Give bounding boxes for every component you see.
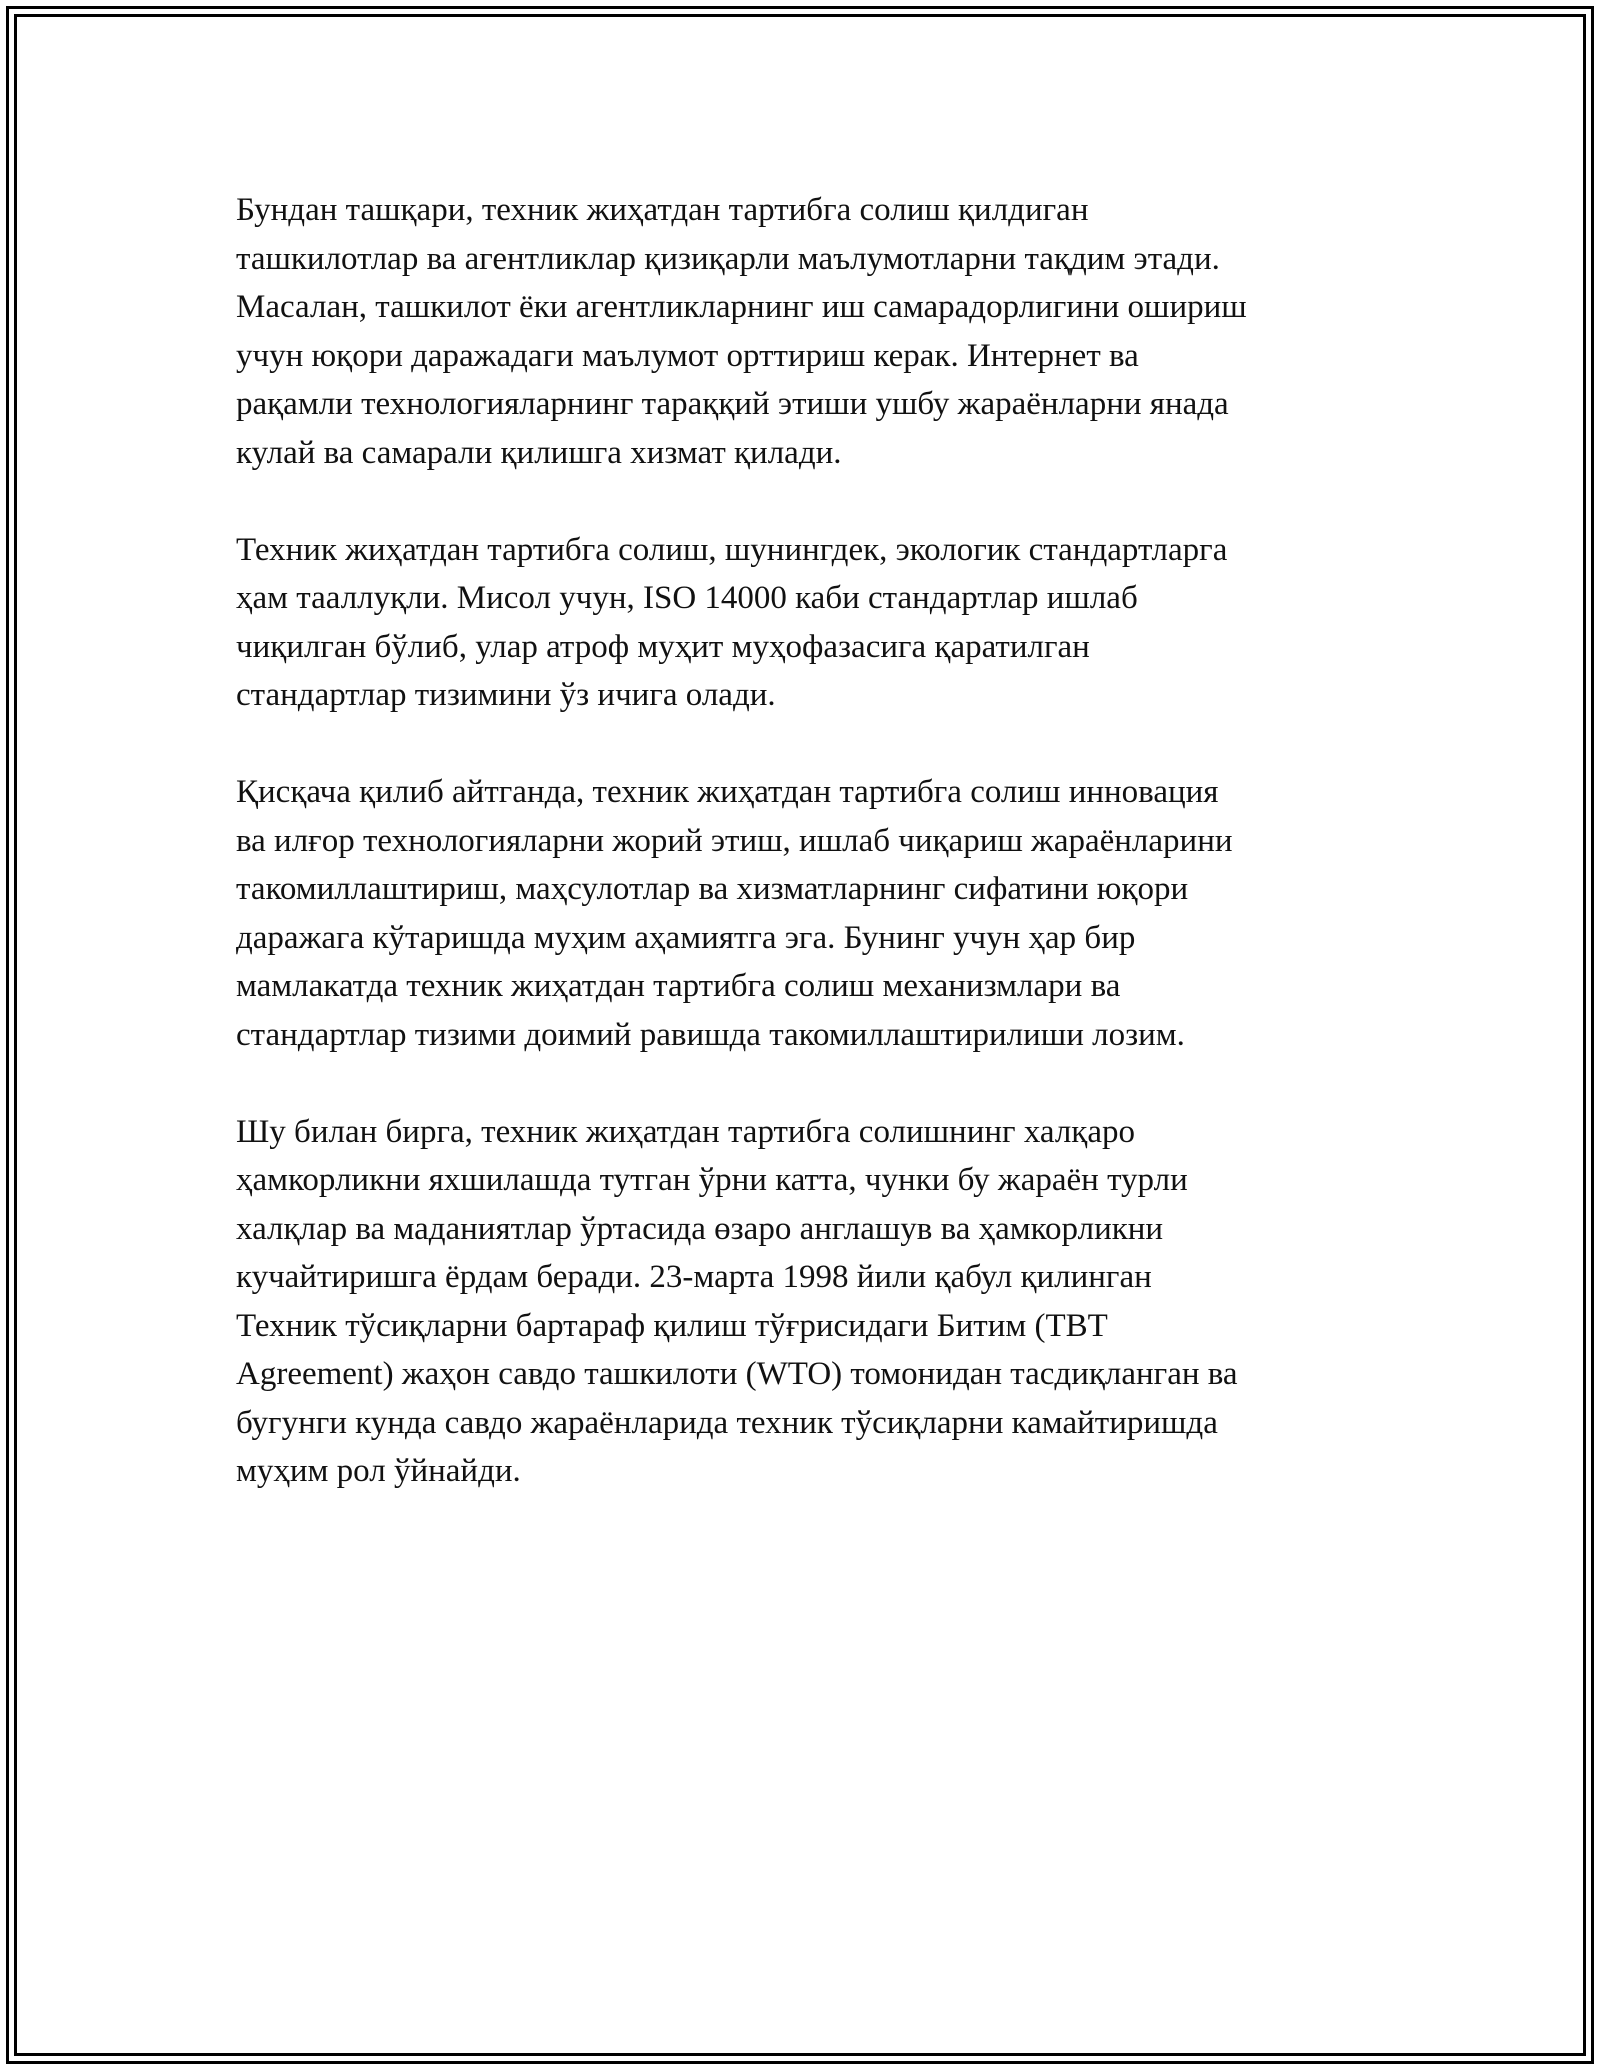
text-line: Бундан ташқари, техник жиҳатдан тартибга солиш қилдиган [236, 192, 1089, 228]
document-body [236, 186, 1416, 1544]
text-line: Масалан, ташкилот ёки агентликларнинг иш самарадорлигини ошириш [236, 289, 1247, 325]
text-line: ҳамкорликни яхшилашда тутган ўрни катта, чунки бу жараён турли [236, 1162, 1188, 1198]
text-line: чиқилган бўлиб, улар атроф муҳит муҳофазасига қаратилган [236, 628, 1090, 665]
paragraph-2 [236, 526, 1416, 720]
text-line: кучайтиришга ёрдам беради. 23-марта 1998 йили қабул қилинган [236, 1259, 1152, 1295]
text-line: такомиллаштириш, маҳсулотлар ва хизматларнинг сифатини юқори [236, 871, 1189, 907]
text-line: Қисқача қилиб айтганда, техник жиҳатдан тартибга солиш инновация [236, 774, 1219, 810]
text-line: стандартлар тизимини ўз ичига олади. [236, 677, 776, 713]
text-line: муҳим рол ўйнайди. [236, 1453, 521, 1489]
text-line: стандартлар тизими доимий равишда такомиллаштирилиши лозим. [236, 1016, 1185, 1053]
paragraph-1 [236, 186, 1416, 477]
paragraph-4 [236, 1108, 1416, 1496]
text-line: рақамли технологияларнинг тараққий этиши ушбу жараёнларни янада [236, 386, 1229, 422]
text-line: Техник жиҳатдан тартибга солиш, шунингдек, экологик стандартларга [236, 531, 1228, 568]
text-line: Шу билан бирга, техник жиҳатдан тартибга солишнинг халқаро [236, 1113, 1135, 1150]
text-line: ҳам тааллуқли. Мисол учун, ISO 14000 каби стандартлар ишлаб [236, 580, 1138, 616]
paragraph-3 [236, 768, 1416, 1059]
text-line: ташкилотлар ва агентликлар қизиқарли маълумотларни тақдим этади. [236, 240, 1220, 277]
text-line: халқлар ва маданиятлар ўртасида өзаро англашув ва ҳамкорликни [236, 1210, 1164, 1247]
text-line: кулай ва самарали қилишга хизмат қилади. [236, 434, 842, 471]
text-line: бугунги кунда савдо жараёнларида техник тўсиқларни камайтиришда [236, 1404, 1218, 1441]
text-line: мамлакатда техник жиҳатдан тартибга солиш механизмлари ва [236, 968, 1121, 1004]
text-line: Agreement) жаҳон савдо ташкилоти (WTO) томонидан тасдиқланган ва [236, 1356, 1238, 1392]
text-line: ва илғор технологияларни жорий этиш, ишлаб чиқариш жараёнларини [236, 822, 1233, 859]
text-line: Техник тўсиқларни бартараф қилиш тўғрисидаги Битим (TBT [236, 1307, 1108, 1344]
text-line: учун юқори даражадаги маълумот орттириш керак. Интернет ва [236, 337, 1139, 374]
text-line: даражага кўтаришда муҳим аҳамиятга эга. Бунинг учун ҳар бир [236, 919, 1136, 956]
